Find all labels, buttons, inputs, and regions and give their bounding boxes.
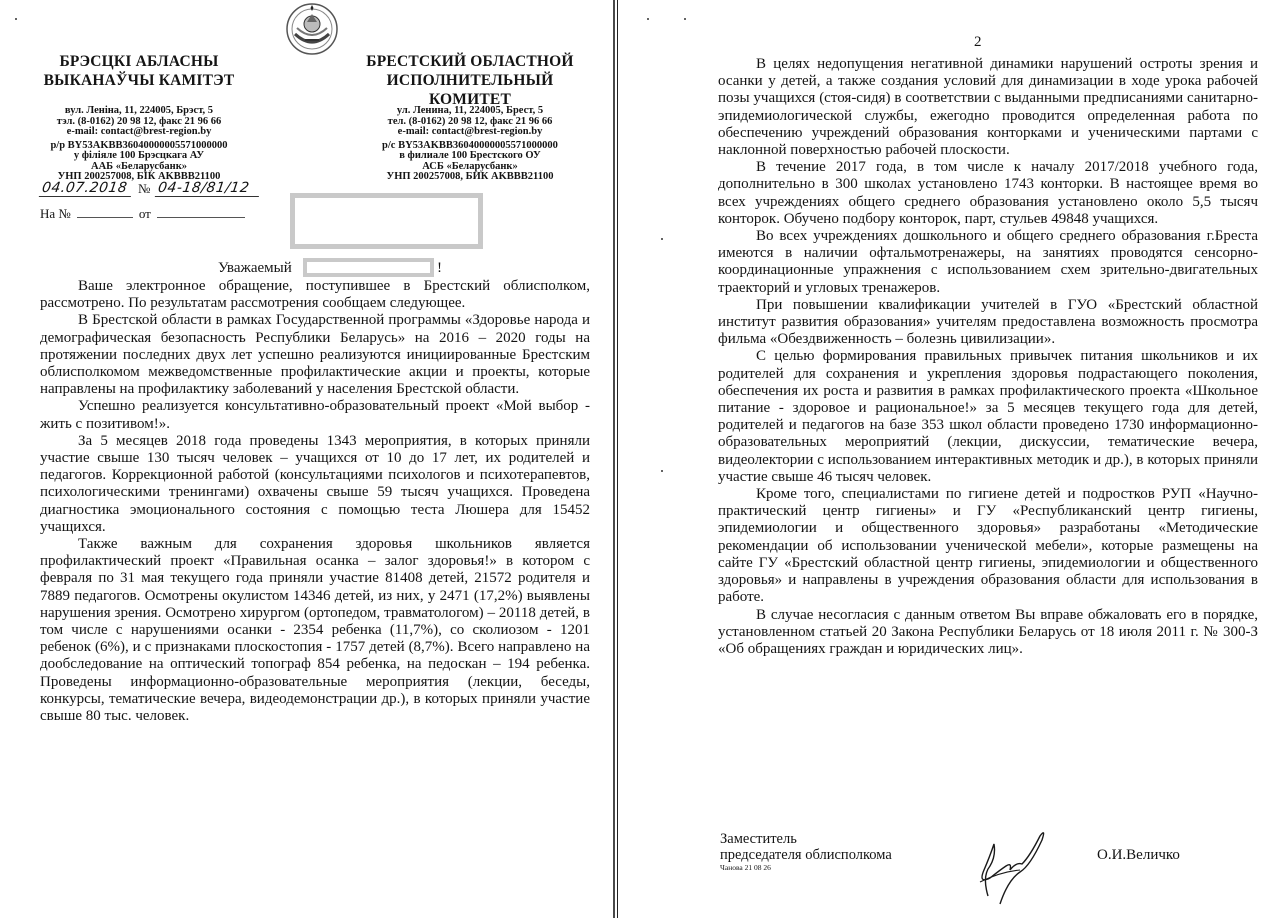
ref-date-blank [157,216,245,218]
paragraph: Кроме того, специалистами по гигиене детей и подростков РУП «Научно-практический центр гигиены» и ГУ «Республиканский центр гигиены, эпидемиологии и общественного здоровья» разработаны «Методические рекомендации об использовании ученической мебели», которые размещены на сайте ГУ «Брестский областной центр гигиены, эпидемиологии и общественного здоровья» и направлены в учреждения образования области для использования в работе. [718,486,1258,606]
letter-body-page-2 [718,56,1258,658]
paragraph: С целью формирования правильных привычек питания школьников и их родителей для сохранения и укрепления здоровья подрастающего поколения, обеспечения их роста и развития в рамках профилактического проекта «Школьное питание - здоровое и рациональное!» за 5 месяцев текущего года для детей, родителей и педагогов на базе 353 школ области проведено 1730 информационно-образовательных мероприятий (лекции, дискуссии, тематические вечера, видеолектории с использованием интерактивных методик и др.), в которых приняли участие свыше 46 тысяч человек. [718,348,1258,485]
redacted-addressee-box [290,193,483,249]
scan-speck [661,238,663,240]
signer-name: О.И.Величко [1097,847,1180,863]
handwritten-reg-number: 04-18/81/12 [155,180,261,197]
org-name-belarusian: БРЭСЦКІ АБЛАСНЫ ВЫКАНАЎЧЫ КАМІТЭТ [43,53,235,89]
page-divider-edge [617,0,618,918]
paragraph: В целях недопущения негативной динамики нарушений остроты зрения и осанки у детей, а также создания условий для динамизации в ходе урока рабочей позы учащихся (стоя-сидя) в соответствии с выданными предписаниями санитарно-эпидемиологической службы, ежегодно проводится определенная работа по обеспечению учреждений образования конторками и ученическими партами с наклонной поверхностью рабочей плоскости. [718,56,1258,159]
paragraph: Во всех учреждениях дошкольного и общего среднего образования г.Бреста имеются в наличии офтальмотренажеры, на занятиях проводятся сенсорно-координационные упражнения с использованием схем зрительно-двигательных траекторий и угловых тренажеров. [718,228,1258,296]
paragraph: Ваше электронное обращение, поступившее в Брестский облисполком, рассмотрено. По результатам рассмотрения сообщаем следующее. [40,278,590,312]
ref-number-blank [77,216,133,218]
scan-speck [684,18,686,20]
ref-date-label: от [138,206,151,221]
scan-speck [15,18,17,20]
scan-speck [661,470,663,472]
letter-body-page-1 [40,278,590,725]
page-number: 2 [974,34,982,50]
paragraph: Успешно реализуется консультативно-образовательный проект «Мой выбор - жить с позитивом!». [40,398,590,432]
letter-page-1 [0,0,614,918]
handwritten-date: 04.07.2018 [39,180,133,197]
paragraph: При повышении квалификации учителей в ГУО «Брестский областной институт развития образования» учителям предоставлена возможность просмотра фильма «Обездвиженность – болезнь цивилизации». [718,296,1258,348]
paragraph: За 5 месяцев 2018 года проведены 1343 мероприятия, в которых приняли участие свыше 130 тысяч человек – учащихся от 10 до 17 лет, их родителей и педагогов. Коррекционной работой (консультациями психологов и психотерапевтов, психологическими тренингами) охвачены свыше 59 тысяч учащихся. Проведена диагностика эмоционального состояния с помощью теста Люшера для 15452 учащихся. [40,432,590,535]
greeting-exclamation: ! [437,260,442,276]
page-divider [613,0,615,918]
executor-note: Чанова 21 08 26 [720,863,771,872]
ref-number-label: На № [40,206,71,221]
paragraph: В случае несогласия с данным ответом Вы вправе обжаловать его в порядке, установленном статьей 20 Закона Республики Беларусь от 18 июля 2011 г. № 300-З «Об обращениях граждан и юридических лиц». [718,606,1258,657]
paragraph: Также важным для сохранения здоровья школьников является профилактический проект «Правильная осанка – залог здоровья!» в котором с февраля по 31 мая текущего года приняли участие 81408 детей, 21572 родителя и 7889 педагогов. Осмотрены окулистом 14346 детей, из них, у 2471 (17,2%) выявлены нарушения зрения. Осмотрено хирургом (ортопедом, травматологом) – 20118 детей, в том числе с нарушениями осанки - 2354 ребенка (11,7%), со сколиозом - 1201 ребенок (6%), и с признаками плоскостопия - 1757 детей (8,7%). Всего направлено на дообследование на оптический топограф 854 ребенка, на педоскан – 194 ребенка. Проведены информационно-образовательные мероприятия (лекции, беседы, конкурсы, тематические вечера, видеодемонстрации др.), в которых приняли участие свыше 80 тыс. человек. [40,536,590,725]
number-label: № [138,181,151,196]
registration-line [40,180,260,197]
greeting: Уважаемый [218,260,292,276]
reference-line [40,206,245,222]
address-block-belarusian: вул. Леніна, 11, 224005, Брэст, 5 тэл. (8-0162) 20 98 12, факс 21 96 66 e-mail: contact@brest-region.by р/р BY53AKBB36040000005571000000 у філіяле 100 Брэсцкага АУ ААБ «Беларусбанк» УНП 200257008, БІК AKBBB21100 [50,105,228,182]
address-block-russian: ул. Ленина, 11, 224005, Брест, 5 тел. (8-0162) 20 98 12, факс 21 96 66 e-mail: contact@brest-region.by р/с BY53AKBB36040000005571000000 в филиале 100 Брестского ОУ АСБ «Беларусбанк» УНП 200257008, БИК AKBBB21100 [382,105,558,182]
signature-title-block: Заместитель председателя облисполкома Чанова 21 08 26 [720,831,892,872]
handwritten-signature-icon [960,826,1060,906]
paragraph: В Брестской области в рамках Государственной программы «Здоровье народа и демографическая безопасность Республики Беларусь» на 2016 – 2020 годы на протяжении последних двух лет успешно реализуются инициированные Брестским облисполкомом межведомственные профилактические акции и проекты, которые направлены на профилактику заболеваний у населения Брестской области. [40,312,590,398]
state-emblem-icon [285,2,339,56]
redacted-name-box [303,258,434,277]
scan-speck [647,18,649,20]
org-name-russian: БРЕСТСКИЙ ОБЛАСТНОЙ ИСПОЛНИТЕЛЬНЫЙ КОМИТЕТ [366,53,574,108]
paragraph: В течение 2017 года, в том числе к началу 2017/2018 учебного года, дополнительно в 300 школах установлено 1743 конторки. В настоящее время во всех учреждениях общего среднего образования установлено около 5,5 тысяч конторок. Обучено подбору конторок, парт, стульев 49848 учащихся. [718,159,1258,227]
